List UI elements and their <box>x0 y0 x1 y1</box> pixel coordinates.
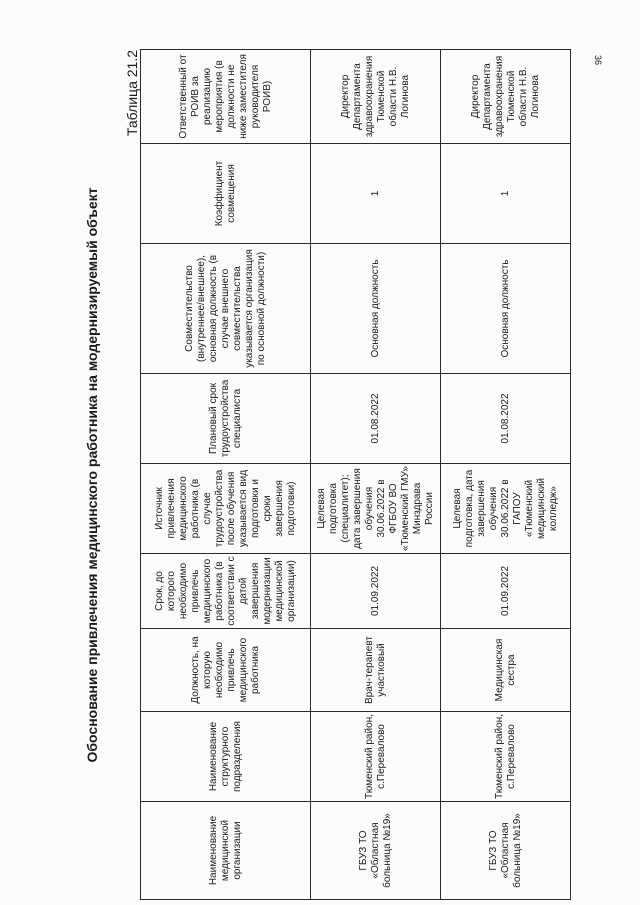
cell-combination: Основная должность <box>441 244 571 374</box>
cell-planned-date: 01.08.2022 <box>441 374 571 464</box>
cell-position: Врач-терапевт участковый <box>311 629 441 712</box>
rotated-page-content <box>80 50 570 900</box>
header-source: Источник привлечения медицинского работника (в случае трудоустройства после обучения указывается вид подготовки и сроки завершения подготовки) <box>141 464 311 554</box>
cell-subdivision: Тюменский район, с.Перевалово <box>311 712 441 802</box>
page-number: 36 <box>593 54 603 65</box>
header-organization: Наименование медицинской организации <box>141 802 311 900</box>
header-combination: Совместительство (внутреннее/внешнее), основная должность (в случае внешнего совместительства указывается организация по основной должности) <box>141 244 311 374</box>
header-responsible: Ответственный от РОИВ за реализацию мероприятия (в должности не ниже заместителя руководителя РОИВ) <box>141 50 311 144</box>
cell-coefficient: 1 <box>311 144 441 244</box>
page-title: Обоснование привлечения медицинского работника на модернизируемый объект <box>84 187 100 763</box>
cell-responsible: Директор Департамента здравоохранения Тюменской области Н.В. Логинова <box>441 50 571 144</box>
cell-coefficient: 1 <box>441 144 571 244</box>
data-table <box>140 49 571 900</box>
header-coefficient: Коэффициент совмещения <box>141 144 311 244</box>
cell-planned-date: 01.08.2022 <box>311 374 441 464</box>
header-subdivision: Наименование структурного подразделения <box>141 712 311 802</box>
cell-source: Целевая подготовка, дата завершения обучения 30.06.2022 в ГАПОУ «Тюменский медицинский колледж» <box>441 464 571 554</box>
cell-combination: Основная должность <box>311 244 441 374</box>
table-label: Таблица 21.2 <box>124 50 140 137</box>
table-row <box>441 50 571 900</box>
table-row <box>311 50 441 900</box>
cell-responsible: Директор Департамента здравоохранения Тюменской области Н.В. Логинова <box>311 50 441 144</box>
cell-subdivision: Тюменский район, с.Перевалово <box>441 712 571 802</box>
header-planned-date: Плановый срок трудоустройства специалиста <box>141 374 311 464</box>
header-deadline: Срок, до которого необходимо привлечь медицинского работника (в соответствии с датой завершения модернизации медицинской организации) <box>141 554 311 629</box>
cell-deadline: 01.09.2022 <box>441 554 571 629</box>
table-header-row <box>141 50 311 900</box>
cell-source: Целевая подготовка (специалитет); дата завершения обучения 30.06.2022 в ФГБОУ ВО «Тюменский ГМУ» Минздрава России <box>311 464 441 554</box>
cell-organization: ГБУЗ ТО «Областная больница №19» <box>441 802 571 900</box>
cell-position: Медицинская сестра <box>441 629 571 712</box>
header-position: Должность, на которую необходимо привлечь медицинского работника <box>141 629 311 712</box>
cell-deadline: 01.09.2022 <box>311 554 441 629</box>
cell-organization: ГБУЗ ТО «Областная больница №19» <box>311 802 441 900</box>
